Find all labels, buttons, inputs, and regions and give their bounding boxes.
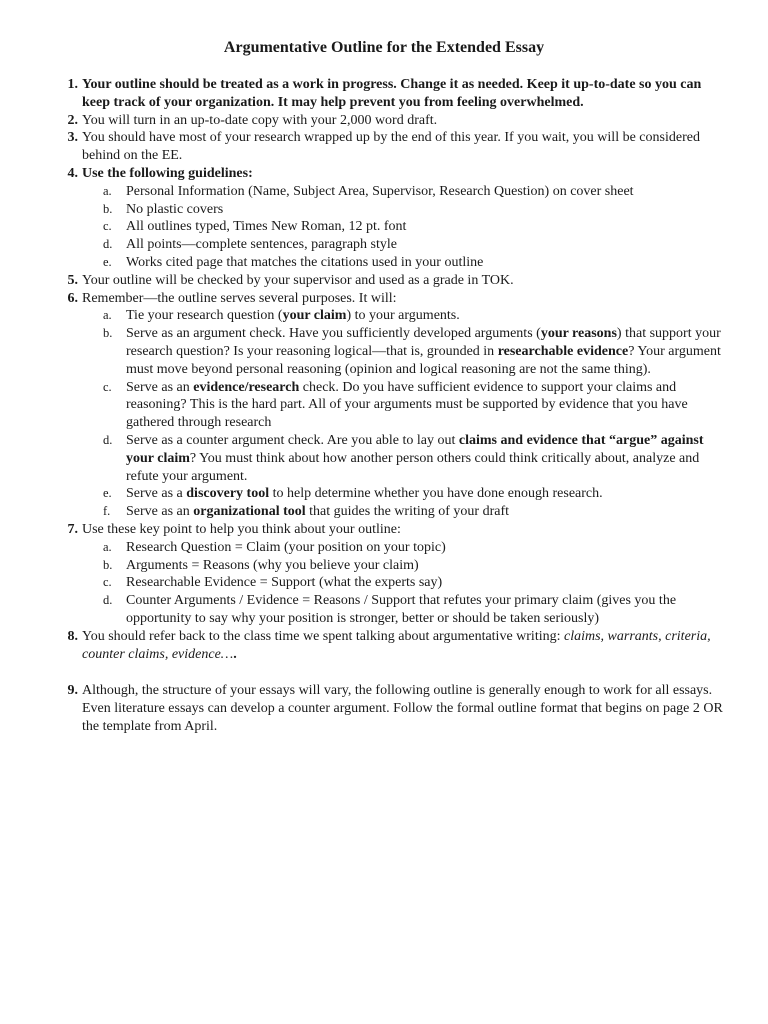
- sub-text: Serve as an: [126, 379, 194, 395]
- sub-item: [103, 574, 732, 592]
- sub-text: to help determine whether you have done enough research.: [269, 486, 603, 502]
- sub-letter: a.: [103, 308, 112, 323]
- sub-text: check. Do you have sufficient evidence to support your claims and reasoning? This is the hard part. All of your arguments must be supported by evidence that you have gathered through research: [126, 379, 688, 431]
- list-item-8: [67, 628, 732, 664]
- sub-item: [103, 485, 732, 503]
- page-title: Argumentative Outline for the Extended Essay: [223, 39, 545, 56]
- sub-letter: b.: [103, 326, 113, 341]
- sub-letter: f.: [103, 504, 111, 519]
- sub-text: Works cited page that matches the citations used in your outline: [126, 254, 484, 270]
- item-number: 2.: [67, 112, 78, 128]
- sub-text: All outlines typed, Times New Roman, 12 pt. font: [126, 219, 407, 235]
- sub-text: Researchable Evidence = Support (what the experts say): [126, 575, 443, 591]
- item-number: 5.: [67, 272, 78, 288]
- item-text: Remember—the outline serves several purposes. It will:: [82, 290, 397, 306]
- item-text: Although, the structure of your essays will vary, the following outline is generally enough to work for all essays. Even literature essays can develop a counter argument. Follow the formal outline format that begins on page 2 OR the template from April.: [82, 683, 723, 734]
- sub-letter: b.: [103, 201, 113, 216]
- sub-letter: a.: [103, 183, 112, 198]
- sub-text: that guides the writing of your draft: [305, 504, 509, 520]
- sub-text: Serve as a counter argument check. Are you able to lay out: [126, 432, 459, 448]
- item-text: Your outline will be checked by your supervisor and used as a grade in TOK.: [82, 272, 514, 288]
- list-item-4: [67, 165, 732, 272]
- sub-letter: a.: [103, 539, 112, 554]
- sub-text-bold: evidence/research: [193, 379, 300, 395]
- sub-text: Counter Arguments / Evidence = Reasons / Support that refutes your primary claim (gives you the opportunity to say why your position is stronger, better or should be taken seriously): [126, 593, 677, 626]
- sub-text: Research Question = Claim (your position on your topic): [126, 539, 446, 555]
- sub-text: Serve as an: [126, 504, 194, 520]
- sub-item: [103, 379, 732, 432]
- item-text: You should have most of your research wrapped up by the end of this year. If you wait, you will be considered behind on the EE.: [82, 130, 700, 164]
- sub-item: [103, 218, 732, 236]
- sub-text: ? You must think about how another person others could think critically about, analyze and refute your argument.: [126, 450, 700, 484]
- sub-item: [103, 503, 732, 521]
- item-number: 4.: [67, 165, 78, 181]
- sub-letter: c.: [103, 575, 112, 590]
- sub-text: Serve as an argument check. Have you sufficiently developed arguments (: [126, 326, 541, 342]
- sub-text: Personal Information (Name, Subject Area, Supervisor, Research Question) on cover sheet: [126, 183, 634, 199]
- sub-text-bold: your claim: [282, 308, 347, 324]
- item-number: 8.: [67, 628, 78, 644]
- sub-item: [103, 592, 732, 628]
- item-text-italic: claims, warrants, criteria, counter claims, evidence…: [82, 628, 711, 662]
- item-text: Use these key point to help you think about your outline:: [82, 521, 401, 537]
- sub-item: [103, 307, 732, 325]
- sub-item: [103, 557, 732, 575]
- sub-text-bold: researchable evidence: [497, 343, 629, 359]
- sub-text-bold: your reasons: [540, 326, 617, 342]
- sub-letter: c.: [103, 219, 112, 234]
- sub-item: [103, 539, 732, 557]
- list-item-7: [67, 521, 732, 628]
- sub-text: All points—complete sentences, paragraph style: [126, 237, 397, 253]
- item-text: You should refer back to the class time we spent talking about argumentative writing:: [82, 628, 564, 644]
- sub-text: Serve as a: [126, 486, 187, 502]
- sub-text: ) to your arguments.: [346, 308, 460, 324]
- sub-list: [82, 183, 732, 272]
- item-number: 1.: [67, 77, 78, 92]
- sub-text-bold: claims and evidence that “argue” against your claim: [126, 432, 704, 466]
- sub-item: [103, 201, 732, 219]
- item-number: 3.: [67, 130, 78, 146]
- item-text: Use the following guidelines:: [82, 165, 253, 181]
- sub-letter: d.: [103, 593, 113, 608]
- list-item-9: [67, 682, 732, 735]
- list-item-6: [67, 290, 732, 521]
- list-item-1: [67, 76, 732, 112]
- sub-item: [103, 254, 732, 272]
- sub-text: Tie your research question (: [126, 308, 283, 324]
- sub-letter: d.: [103, 432, 113, 447]
- sub-letter: b.: [103, 557, 113, 572]
- sub-item: [103, 236, 732, 254]
- sub-text: No plastic covers: [126, 201, 224, 217]
- item-number: 9.: [67, 683, 78, 699]
- list-item-2: [67, 112, 732, 130]
- list-item-3: [67, 129, 732, 165]
- sub-text: ? Your argument must move beyond personal reasoning (opinion and logical reasoning are not the same thing).: [126, 343, 721, 377]
- sub-text: ) that support your research question? Is your reasoning logical—that is, grounded in: [126, 326, 721, 359]
- sub-item: [103, 325, 732, 378]
- sub-list: [82, 539, 732, 628]
- sub-item: [103, 183, 732, 201]
- sub-text: Arguments = Reasons (why you believe your claim): [126, 557, 419, 573]
- item-text: You will turn in an up-to-date copy with your 2,000 word draft.: [82, 112, 438, 128]
- sub-letter: e.: [103, 254, 112, 269]
- sub-letter: c.: [103, 379, 112, 394]
- item-text: Your outline should be treated as a work in progress. Change it as needed. Keep it up-to-date so you can keep track of your organization. It may help prevent you from feeling overwhelmed.: [82, 77, 702, 110]
- sub-text-bold: discovery tool: [186, 486, 270, 502]
- guidelines-list: [67, 76, 732, 736]
- sub-list: [82, 307, 732, 521]
- sub-text-bold: organizational tool: [193, 504, 306, 520]
- sub-letter: e.: [103, 486, 112, 501]
- item-number: 7.: [67, 521, 78, 537]
- item-text: .: [233, 646, 237, 662]
- item-number: 6.: [67, 290, 78, 306]
- sub-item: [103, 432, 732, 485]
- sub-letter: d.: [103, 237, 113, 252]
- list-item-5: [67, 272, 732, 290]
